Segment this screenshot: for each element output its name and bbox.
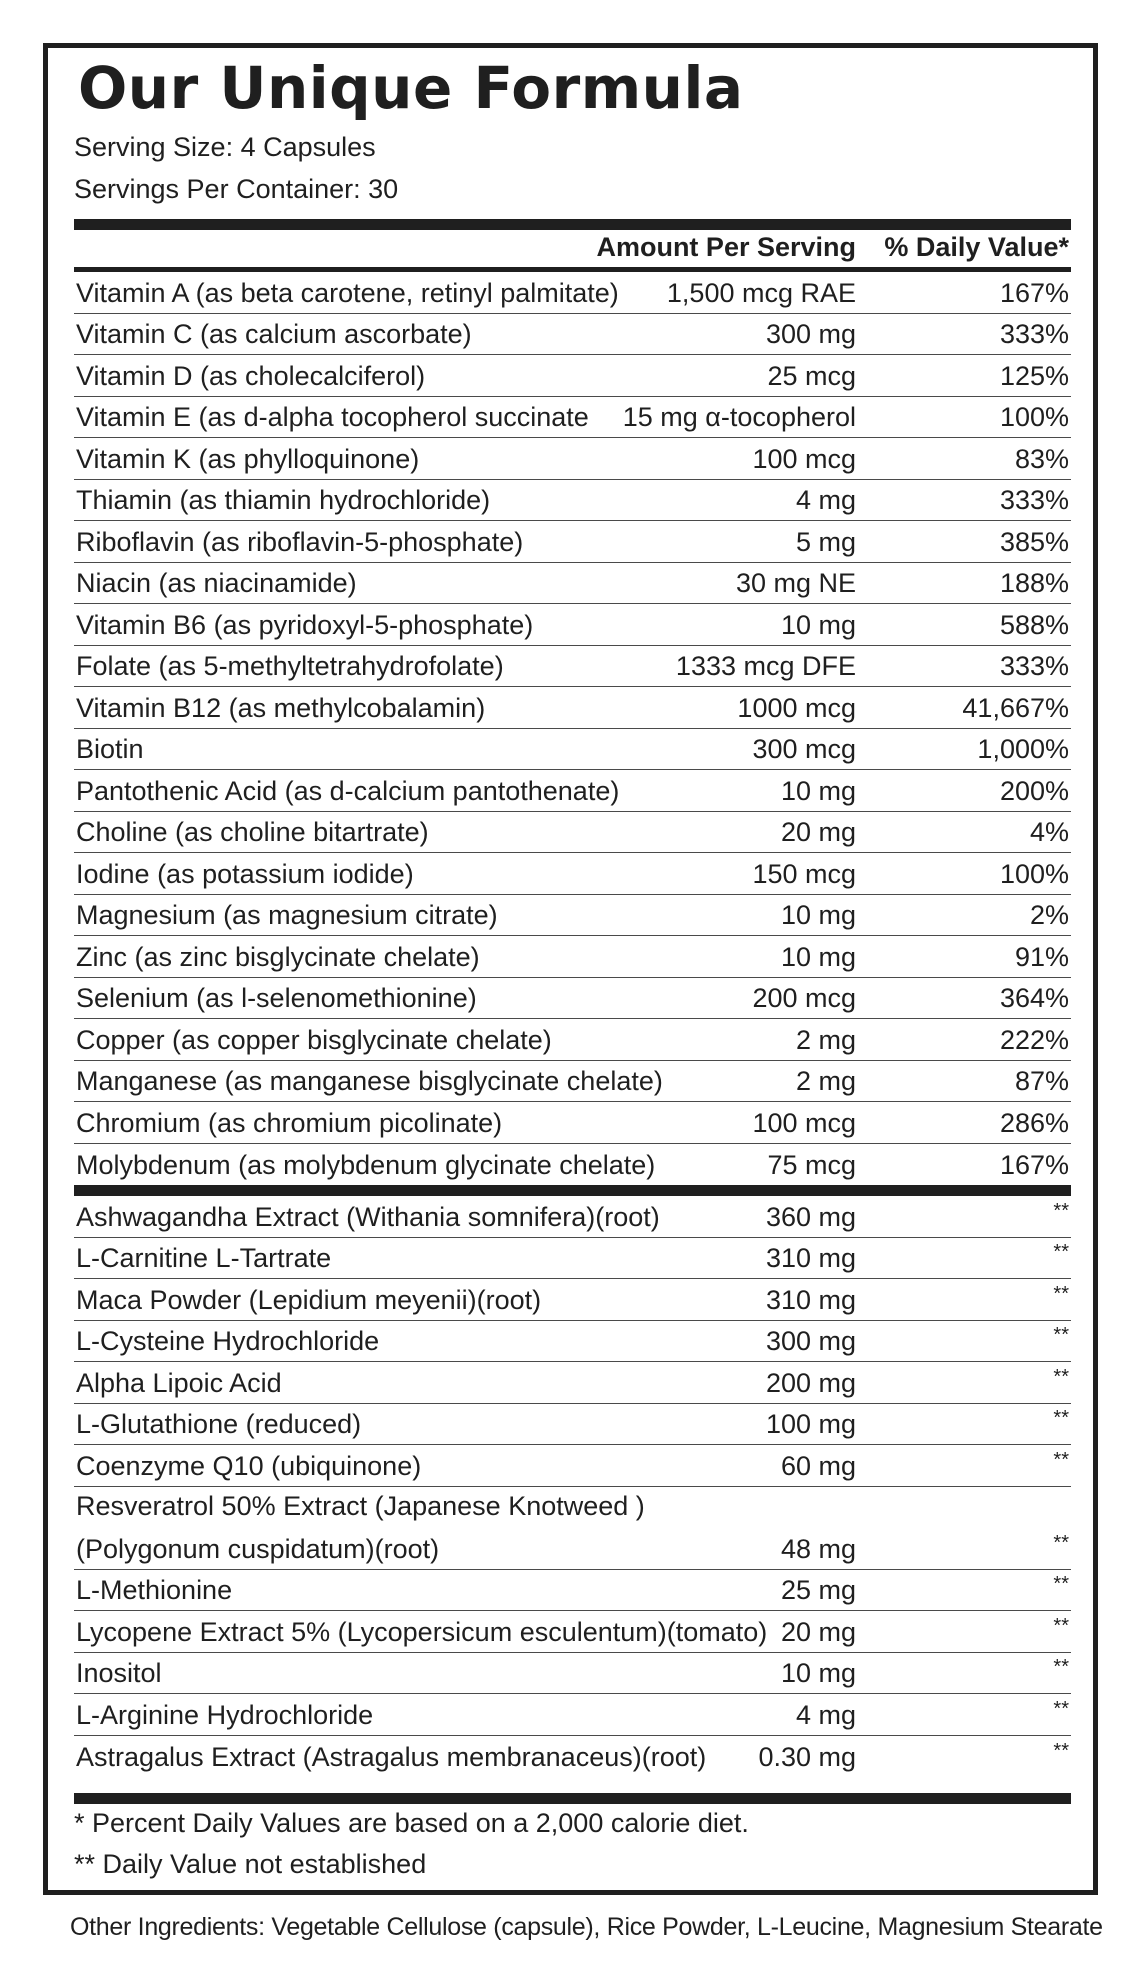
nutrient-name: Choline (as choline bitartrate) — [76, 817, 429, 847]
table-row — [74, 604, 1071, 646]
table-row — [74, 978, 1071, 1020]
nutrient-daily-value: 333% — [999, 319, 1069, 349]
nutrient-amount: 15 mg α-tocopherol — [622, 402, 856, 432]
nutrient-daily-value: 2% — [1029, 900, 1069, 930]
table-row — [74, 1736, 1071, 1778]
nutrient-name: Biotin — [76, 734, 144, 764]
nutrient-daily-value: 333% — [999, 651, 1069, 681]
nutrient-amount: 2 mg — [795, 1024, 856, 1055]
nutrient-daily-value: 125% — [999, 360, 1069, 391]
nutrient-name: Vitamin D (as cholecalciferol) — [76, 360, 426, 391]
nutrient-name: Copper (as copper bisglycinate chelate) — [76, 1024, 552, 1055]
nutrient-name: Astragalus Extract (Astragalus membranaceus)(root) — [76, 1742, 707, 1772]
nutrient-amount: 300 mg — [765, 1326, 856, 1356]
nutrient-name: Pantothenic Acid (as d-calcium pantothenate) — [76, 775, 620, 806]
nutrient-daily-value: 1,000% — [977, 734, 1069, 764]
nutrient-amount: 310 mg — [765, 1284, 856, 1315]
nutrient-daily-value: 385% — [999, 526, 1069, 557]
table-row — [74, 1196, 1071, 1238]
nutrient-daily-value: ** — [1053, 1282, 1069, 1305]
nutrient-amount: 20 mg — [780, 817, 856, 847]
nutrient-daily-value: ** — [1053, 1614, 1069, 1637]
nutrient-amount: 10 mg — [780, 1658, 856, 1688]
header-amount: Amount Per Serving — [596, 232, 856, 262]
nutrient-daily-value: ** — [1053, 1324, 1069, 1346]
nutrient-name-line2: (Polygonum cuspidatum)(root) — [76, 1533, 440, 1564]
nutrient-daily-value: 364% — [999, 983, 1069, 1013]
table-row — [74, 853, 1071, 895]
nutrient-name: Selenium (as l-selenomethionine) — [76, 983, 477, 1013]
nutrient-amount: 25 mcg — [767, 360, 856, 391]
nutrient-daily-value: ** — [1053, 1573, 1069, 1595]
supplement-facts-panel — [43, 43, 1098, 1895]
table-row — [74, 1570, 1071, 1612]
footnote-not-established: ** Daily Value not established — [74, 1849, 427, 1879]
thick-divider-middle — [74, 1185, 1071, 1196]
nutrient-daily-value: ** — [1053, 1740, 1069, 1762]
serving-size: Serving Size: 4 Capsules — [74, 132, 376, 162]
nutrient-name: Inositol — [76, 1658, 162, 1688]
table-row — [74, 1611, 1071, 1653]
nutrient-amount: 10 mg — [780, 775, 856, 806]
nutrient-amount: 10 mg — [780, 941, 856, 972]
nutrient-daily-value: ** — [1053, 1241, 1069, 1263]
table-row — [74, 1061, 1071, 1103]
nutrient-daily-value: 286% — [999, 1107, 1069, 1138]
nutrient-amount: 10 mg — [780, 609, 856, 640]
nutrient-name: L-Arginine Hydrochloride — [76, 1699, 374, 1730]
table-row — [74, 1694, 1071, 1736]
nutrient-amount: 200 mg — [765, 1367, 856, 1398]
nutrient-amount: 2 mg — [795, 1066, 856, 1096]
table-header — [74, 228, 1071, 266]
servings-per-container: Servings Per Container: 30 — [74, 174, 399, 204]
nutrient-name: Alpha Lipoic Acid — [76, 1367, 282, 1398]
table-row — [74, 1019, 1071, 1061]
table-row — [74, 687, 1071, 729]
nutrient-name: Maca Powder (Lepidium meyenii)(root) — [76, 1284, 542, 1315]
table-row — [74, 812, 1071, 854]
table-row — [74, 1404, 1071, 1446]
nutrient-name: Manganese (as manganese bisglycinate chelate) — [76, 1066, 663, 1096]
nutrient-name: Iodine (as potassium iodide) — [76, 858, 414, 889]
table-row — [74, 895, 1071, 937]
other-ingredients: Other Ingredients: Vegetable Cellulose (capsule), Rice Powder, L-Leucine, Magnesium Stearate — [70, 1913, 1103, 1941]
nutrient-name: Lycopene Extract 5% (Lycopersicum esculentum)(tomato) — [76, 1616, 768, 1647]
nutrient-amount: 30 mg NE — [735, 568, 856, 598]
nutrient-amount: 310 mg — [765, 1243, 856, 1273]
nutrient-name: Coenzyme Q10 (ubiquinone) — [76, 1450, 422, 1481]
nutrient-amount: 4 mg — [795, 485, 856, 515]
nutrient-amount: 4 mg — [795, 1699, 856, 1730]
nutrient-amount: 100 mcg — [752, 1107, 856, 1138]
nutrient-name: Magnesium (as magnesium citrate) — [76, 900, 498, 930]
table-row — [74, 1362, 1071, 1404]
vitamins-table — [74, 272, 1071, 1185]
table-row — [74, 1102, 1071, 1144]
nutrient-name: Vitamin B12 (as methylcobalamin) — [76, 692, 486, 723]
nutrient-daily-value: 83% — [1014, 443, 1069, 474]
nutrient-daily-value: 100% — [999, 402, 1069, 432]
nutrient-name: Vitamin C (as calcium ascorbate) — [76, 319, 472, 349]
footnote-percent: * Percent Daily Values are based on a 2,000 calorie diet. — [74, 1808, 749, 1838]
nutrient-name: L-Glutathione (reduced) — [76, 1409, 362, 1439]
nutrient-name: Vitamin K (as phylloquinone) — [76, 443, 420, 474]
table-row — [74, 480, 1071, 522]
nutrient-daily-value: 188% — [999, 568, 1069, 598]
nutrient-amount: 300 mg — [765, 319, 856, 349]
nutrient-name: L-Carnitine L-Tartrate — [76, 1243, 332, 1273]
nutrient-daily-value: 588% — [999, 609, 1069, 640]
nutrient-name: Ashwagandha Extract (Withania somnifera)(root) — [76, 1201, 660, 1232]
table-row — [74, 438, 1071, 480]
nutrient-amount: 75 mcg — [767, 1150, 856, 1180]
nutrient-daily-value: 200% — [999, 775, 1069, 806]
nutrient-name: Zinc (as zinc bisglycinate chelate) — [76, 941, 480, 972]
table-row — [74, 272, 1071, 314]
other-nutrients-table — [74, 1196, 1071, 1777]
table-row — [74, 1445, 1071, 1487]
table-row — [74, 729, 1071, 771]
nutrient-name: Chromium (as chromium picolinate) — [76, 1107, 503, 1138]
page-title: Our Unique Formula — [78, 54, 744, 122]
table-row — [74, 770, 1071, 812]
nutrient-amount: 1000 mcg — [737, 692, 856, 723]
table-row — [74, 1279, 1071, 1321]
nutrient-daily-value: ** — [1053, 1531, 1069, 1554]
table-row — [74, 1487, 1071, 1570]
nutrient-name: Thiamin (as thiamin hydrochloride) — [76, 485, 491, 515]
nutrient-name: Vitamin B6 (as pyridoxyl-5-phosphate) — [76, 609, 534, 640]
nutrient-name: Folate (as 5-methyltetrahydrofolate) — [76, 651, 504, 681]
nutrient-amount: 0.30 mg — [758, 1742, 856, 1772]
nutrient-amount: 10 mg — [780, 900, 856, 930]
nutrient-daily-value: 167% — [999, 277, 1069, 308]
table-row — [74, 397, 1071, 439]
nutrient-amount: 20 mg — [780, 1616, 856, 1647]
nutrient-daily-value: ** — [1053, 1365, 1069, 1388]
table-row — [74, 355, 1071, 397]
table-row — [74, 1144, 1071, 1186]
nutrient-daily-value: 222% — [999, 1024, 1069, 1055]
nutrient-amount: 300 mcg — [752, 734, 856, 764]
nutrient-amount: 100 mg — [765, 1409, 856, 1439]
nutrient-daily-value: ** — [1053, 1407, 1069, 1429]
nutrient-amount: 360 mg — [765, 1201, 856, 1232]
nutrient-daily-value: ** — [1053, 1199, 1069, 1222]
table-row — [74, 1238, 1071, 1280]
table-row — [74, 521, 1071, 563]
nutrient-daily-value: 91% — [1014, 941, 1069, 972]
nutrient-name: Resveratrol 50% Extract (Japanese Knotweed ) — [76, 1490, 645, 1521]
nutrient-amount: 5 mg — [795, 526, 856, 557]
nutrient-name: Vitamin E (as d-alpha tocopherol succinate — [76, 402, 589, 432]
nutrient-name: Molybdenum (as molybdenum glycinate chelate) — [76, 1150, 656, 1180]
nutrient-amount: 25 mg — [780, 1575, 856, 1605]
nutrient-daily-value: ** — [1053, 1448, 1069, 1471]
nutrient-daily-value: 333% — [999, 485, 1069, 515]
nutrient-name: Riboflavin (as riboflavin-5-phosphate) — [76, 526, 524, 557]
header-daily-value: % Daily Value* — [884, 232, 1069, 262]
nutrient-daily-value: ** — [1053, 1656, 1069, 1678]
nutrient-amount: 1,500 mcg RAE — [666, 277, 856, 308]
nutrient-amount: 100 mcg — [752, 443, 856, 474]
table-row — [74, 936, 1071, 978]
table-row — [74, 646, 1071, 688]
nutrient-amount: 60 mg — [780, 1450, 856, 1481]
table-row — [74, 1321, 1071, 1363]
nutrient-name: L-Cysteine Hydrochloride — [76, 1326, 380, 1356]
table-row — [74, 563, 1071, 605]
table-row — [74, 1653, 1071, 1695]
nutrient-name: Vitamin A (as beta carotene, retinyl palmitate) — [76, 277, 619, 308]
nutrient-name: Niacin (as niacinamide) — [76, 568, 357, 598]
nutrient-daily-value: 167% — [999, 1150, 1069, 1180]
nutrient-daily-value: 41,667% — [962, 692, 1069, 723]
nutrient-amount: 1333 mcg DFE — [675, 651, 856, 681]
nutrient-daily-value: 87% — [1014, 1066, 1069, 1096]
nutrient-daily-value: 4% — [1029, 817, 1069, 847]
table-row — [74, 314, 1071, 356]
nutrient-amount: 150 mcg — [752, 858, 856, 889]
nutrient-amount: 200 mcg — [752, 983, 856, 1013]
nutrient-daily-value: 100% — [999, 858, 1069, 889]
nutrient-name: L-Methionine — [76, 1575, 233, 1605]
nutrient-daily-value: ** — [1053, 1697, 1069, 1720]
nutrient-amount: 48 mg — [780, 1533, 856, 1564]
thick-divider-bottom — [74, 1793, 1071, 1804]
